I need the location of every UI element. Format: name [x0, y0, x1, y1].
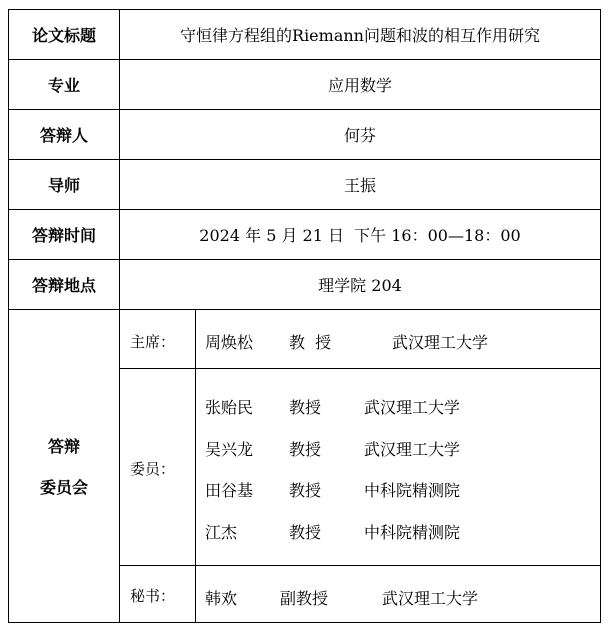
label-thesis-title: 论文标题 — [31, 26, 96, 45]
member-row — [9, 478, 600, 498]
label-committee-line1: 答辩 — [47, 437, 80, 456]
value-defense-place: 理学院 204 — [318, 276, 402, 295]
label-committee-line2: 委员会 — [39, 478, 88, 497]
chair-row — [9, 330, 600, 350]
member-name: 江杰 — [205, 523, 238, 542]
value-thesis-title: 守恒律方程组的Riemann问题和波的相互作用研究 — [180, 26, 540, 45]
member-title: 教授 — [289, 481, 322, 500]
defense-info-table — [8, 9, 601, 623]
secretary-title: 副教授 — [280, 589, 329, 608]
role-chair: 主席： — [130, 333, 176, 351]
member-title: 教授 — [289, 440, 322, 459]
label-defense-place: 答辩地点 — [31, 276, 96, 295]
member-row — [9, 437, 600, 457]
member-name: 吴兴龙 — [205, 440, 254, 459]
chair-org: 武汉理工大学 — [392, 333, 489, 352]
value-defense-time: 2024 年 5 月 21 日 下午 16：00—18：00 — [199, 226, 521, 245]
member-title: 教授 — [289, 523, 322, 542]
row-divider — [119, 565, 600, 566]
member-org: 中科院精测院 — [364, 523, 461, 542]
value-major: 应用数学 — [327, 76, 392, 95]
chair-title: 教 授 — [289, 333, 332, 352]
label-supervisor: 导师 — [47, 176, 80, 195]
label-defender: 答辩人 — [39, 126, 88, 145]
row-divider — [119, 368, 600, 369]
role-members: 委员： — [130, 460, 176, 478]
value-defender: 何芬 — [343, 126, 376, 145]
secretary-row — [9, 586, 600, 606]
member-org: 武汉理工大学 — [364, 440, 461, 459]
label-major: 专业 — [47, 76, 80, 95]
member-name: 张贻民 — [205, 398, 254, 417]
label-committee — [9, 310, 119, 622]
member-row — [9, 395, 600, 415]
secretary-org: 武汉理工大学 — [382, 589, 479, 608]
secretary-name: 韩欢 — [205, 589, 238, 608]
value-supervisor: 王振 — [343, 176, 376, 195]
role-secretary: 秘书： — [130, 587, 176, 605]
column-divider — [195, 309, 196, 622]
member-row — [9, 520, 600, 540]
label-defense-time: 答辩时间 — [31, 226, 96, 245]
member-org: 武汉理工大学 — [364, 398, 461, 417]
member-name: 田谷基 — [205, 481, 254, 500]
chair-name: 周焕松 — [205, 333, 254, 352]
member-org: 中科院精测院 — [364, 481, 461, 500]
member-title: 教授 — [289, 398, 322, 417]
